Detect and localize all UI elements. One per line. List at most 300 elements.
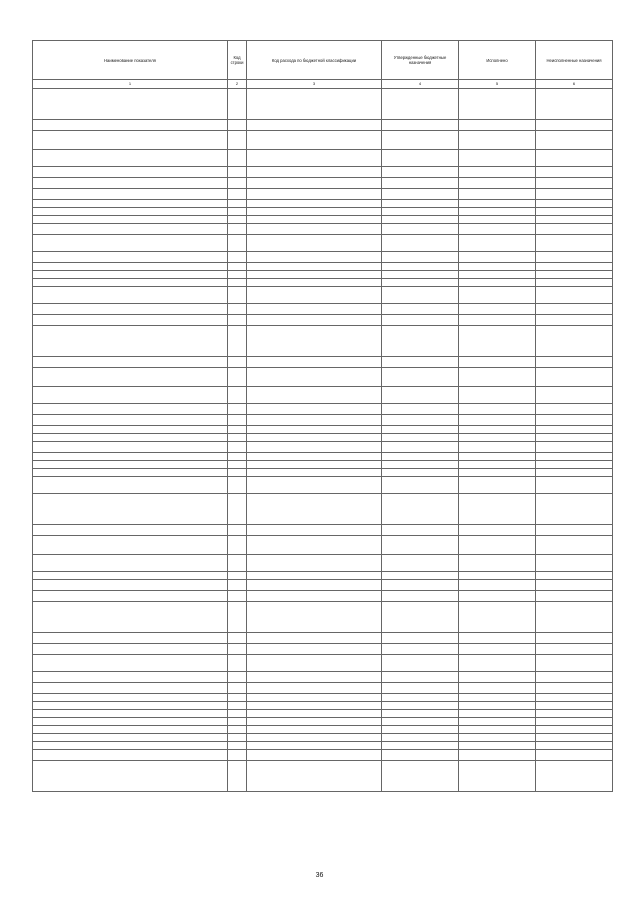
- row-executed-cell: [459, 710, 536, 718]
- row-code-cell: [228, 726, 247, 734]
- header-approved: Утвержденные бюджетные назначения: [382, 41, 459, 80]
- row-executed-cell: [459, 726, 536, 734]
- row-executed-cell: [459, 633, 536, 644]
- row-approved-cell: [382, 702, 459, 710]
- table-header-row: [33, 41, 613, 80]
- row-name-cell: [33, 167, 228, 178]
- row-code-cell: [228, 189, 247, 200]
- row-executed-cell: [459, 120, 536, 131]
- row-unexecuted-cell: [536, 694, 613, 702]
- row-kbk-cell: [247, 494, 382, 525]
- row-executed-cell: [459, 167, 536, 178]
- row-name-cell: [33, 633, 228, 644]
- row-approved-cell: [382, 404, 459, 415]
- row-name-cell: [33, 726, 228, 734]
- row-approved-cell: [382, 734, 459, 742]
- row-name-cell: [33, 442, 228, 453]
- table-row: [33, 304, 613, 315]
- row-unexecuted-cell: [536, 580, 613, 591]
- row-executed-cell: [459, 89, 536, 120]
- row-unexecuted-cell: [536, 326, 613, 357]
- row-name-cell: [33, 536, 228, 555]
- row-approved-cell: [382, 131, 459, 150]
- row-kbk-cell: [247, 742, 382, 750]
- table-row: [33, 434, 613, 442]
- row-approved-cell: [382, 683, 459, 694]
- row-executed-cell: [459, 304, 536, 315]
- table-row: [33, 252, 613, 263]
- row-code-cell: [228, 415, 247, 426]
- row-kbk-cell: [247, 672, 382, 683]
- column-number: 5: [459, 80, 536, 89]
- row-kbk-cell: [247, 235, 382, 252]
- row-approved-cell: [382, 644, 459, 655]
- column-number: 6: [536, 80, 613, 89]
- row-kbk-cell: [247, 602, 382, 633]
- row-executed-cell: [459, 415, 536, 426]
- row-approved-cell: [382, 761, 459, 792]
- table-row: [33, 555, 613, 572]
- row-approved-cell: [382, 216, 459, 224]
- row-approved-cell: [382, 672, 459, 683]
- row-unexecuted-cell: [536, 761, 613, 792]
- row-code-cell: [228, 216, 247, 224]
- row-approved-cell: [382, 263, 459, 271]
- row-executed-cell: [459, 426, 536, 434]
- row-approved-cell: [382, 271, 459, 279]
- row-unexecuted-cell: [536, 224, 613, 235]
- row-approved-cell: [382, 477, 459, 494]
- row-name-cell: [33, 580, 228, 591]
- row-name-cell: [33, 477, 228, 494]
- row-name-cell: [33, 357, 228, 368]
- row-executed-cell: [459, 683, 536, 694]
- row-executed-cell: [459, 461, 536, 469]
- row-name-cell: [33, 326, 228, 357]
- row-name-cell: [33, 279, 228, 287]
- row-unexecuted-cell: [536, 453, 613, 461]
- row-unexecuted-cell: [536, 494, 613, 525]
- row-unexecuted-cell: [536, 644, 613, 655]
- row-kbk-cell: [247, 655, 382, 672]
- row-approved-cell: [382, 368, 459, 387]
- row-unexecuted-cell: [536, 216, 613, 224]
- table-row: [33, 494, 613, 525]
- table-row: [33, 263, 613, 271]
- row-code-cell: [228, 494, 247, 525]
- table-row: [33, 279, 613, 287]
- row-executed-cell: [459, 178, 536, 189]
- row-executed-cell: [459, 208, 536, 216]
- row-code-cell: [228, 672, 247, 683]
- row-kbk-cell: [247, 434, 382, 442]
- row-executed-cell: [459, 572, 536, 580]
- row-name-cell: [33, 655, 228, 672]
- row-unexecuted-cell: [536, 315, 613, 326]
- row-approved-cell: [382, 726, 459, 734]
- row-name-cell: [33, 434, 228, 442]
- row-approved-cell: [382, 387, 459, 404]
- row-kbk-cell: [247, 694, 382, 702]
- table-row: [33, 602, 613, 633]
- row-code-cell: [228, 461, 247, 469]
- row-code-cell: [228, 655, 247, 672]
- row-code-cell: [228, 178, 247, 189]
- row-name-cell: [33, 742, 228, 750]
- row-name-cell: [33, 178, 228, 189]
- row-name-cell: [33, 200, 228, 208]
- row-unexecuted-cell: [536, 434, 613, 442]
- row-executed-cell: [459, 672, 536, 683]
- table-row: [33, 694, 613, 702]
- row-kbk-cell: [247, 252, 382, 263]
- table-row: [33, 178, 613, 189]
- row-code-cell: [228, 271, 247, 279]
- row-unexecuted-cell: [536, 672, 613, 683]
- row-executed-cell: [459, 271, 536, 279]
- row-executed-cell: [459, 702, 536, 710]
- row-unexecuted-cell: [536, 208, 613, 216]
- row-code-cell: [228, 710, 247, 718]
- row-name-cell: [33, 252, 228, 263]
- row-name-cell: [33, 494, 228, 525]
- row-unexecuted-cell: [536, 131, 613, 150]
- row-kbk-cell: [247, 131, 382, 150]
- row-kbk-cell: [247, 167, 382, 178]
- row-unexecuted-cell: [536, 734, 613, 742]
- row-approved-cell: [382, 326, 459, 357]
- row-name-cell: [33, 271, 228, 279]
- row-unexecuted-cell: [536, 536, 613, 555]
- row-approved-cell: [382, 150, 459, 167]
- row-approved-cell: [382, 224, 459, 235]
- row-approved-cell: [382, 442, 459, 453]
- table-row: [33, 750, 613, 761]
- row-name-cell: [33, 525, 228, 536]
- row-code-cell: [228, 263, 247, 271]
- table-row: [33, 761, 613, 792]
- row-kbk-cell: [247, 726, 382, 734]
- row-kbk-cell: [247, 120, 382, 131]
- header-name: Наименование показателя: [33, 41, 228, 80]
- table-row: [33, 271, 613, 279]
- row-code-cell: [228, 304, 247, 315]
- row-name-cell: [33, 572, 228, 580]
- row-code-cell: [228, 131, 247, 150]
- row-executed-cell: [459, 580, 536, 591]
- row-approved-cell: [382, 461, 459, 469]
- table-row: [33, 672, 613, 683]
- row-unexecuted-cell: [536, 120, 613, 131]
- row-executed-cell: [459, 150, 536, 167]
- table-row: [33, 742, 613, 750]
- table-row: [33, 591, 613, 602]
- row-approved-cell: [382, 742, 459, 750]
- row-approved-cell: [382, 287, 459, 304]
- row-approved-cell: [382, 718, 459, 726]
- row-executed-cell: [459, 494, 536, 525]
- table-row: [33, 580, 613, 591]
- row-approved-cell: [382, 572, 459, 580]
- row-name-cell: [33, 287, 228, 304]
- row-kbk-cell: [247, 683, 382, 694]
- table-row: [33, 315, 613, 326]
- row-approved-cell: [382, 710, 459, 718]
- table-row: [33, 633, 613, 644]
- row-unexecuted-cell: [536, 426, 613, 434]
- table-row: [33, 525, 613, 536]
- row-name-cell: [33, 216, 228, 224]
- table-row: [33, 224, 613, 235]
- row-name-cell: [33, 304, 228, 315]
- row-executed-cell: [459, 235, 536, 252]
- table-row: [33, 287, 613, 304]
- row-code-cell: [228, 477, 247, 494]
- row-unexecuted-cell: [536, 525, 613, 536]
- row-approved-cell: [382, 208, 459, 216]
- row-name-cell: [33, 461, 228, 469]
- row-unexecuted-cell: [536, 279, 613, 287]
- row-approved-cell: [382, 602, 459, 633]
- row-executed-cell: [459, 644, 536, 655]
- row-unexecuted-cell: [536, 591, 613, 602]
- row-name-cell: [33, 404, 228, 415]
- row-executed-cell: [459, 287, 536, 304]
- row-executed-cell: [459, 742, 536, 750]
- row-name-cell: [33, 131, 228, 150]
- row-name-cell: [33, 263, 228, 271]
- row-executed-cell: [459, 279, 536, 287]
- row-executed-cell: [459, 434, 536, 442]
- row-kbk-cell: [247, 572, 382, 580]
- row-unexecuted-cell: [536, 415, 613, 426]
- row-executed-cell: [459, 263, 536, 271]
- row-kbk-cell: [247, 555, 382, 572]
- row-executed-cell: [459, 602, 536, 633]
- column-number-row: [33, 80, 613, 89]
- row-kbk-cell: [247, 89, 382, 120]
- row-kbk-cell: [247, 315, 382, 326]
- row-unexecuted-cell: [536, 89, 613, 120]
- row-code-cell: [228, 453, 247, 461]
- row-code-cell: [228, 694, 247, 702]
- row-kbk-cell: [247, 469, 382, 477]
- row-unexecuted-cell: [536, 718, 613, 726]
- row-kbk-cell: [247, 702, 382, 710]
- row-name-cell: [33, 235, 228, 252]
- row-approved-cell: [382, 89, 459, 120]
- row-kbk-cell: [247, 536, 382, 555]
- table-row: [33, 235, 613, 252]
- header-code: Код строки: [228, 41, 247, 80]
- row-code-cell: [228, 734, 247, 742]
- row-kbk-cell: [247, 178, 382, 189]
- row-unexecuted-cell: [536, 357, 613, 368]
- row-code-cell: [228, 536, 247, 555]
- row-code-cell: [228, 235, 247, 252]
- row-kbk-cell: [247, 525, 382, 536]
- row-approved-cell: [382, 453, 459, 461]
- header-unexecuted: Неисполненные назначения: [536, 41, 613, 80]
- row-kbk-cell: [247, 415, 382, 426]
- row-code-cell: [228, 683, 247, 694]
- row-executed-cell: [459, 252, 536, 263]
- row-approved-cell: [382, 525, 459, 536]
- row-unexecuted-cell: [536, 178, 613, 189]
- column-number: 2: [228, 80, 247, 89]
- row-kbk-cell: [247, 591, 382, 602]
- row-unexecuted-cell: [536, 271, 613, 279]
- row-code-cell: [228, 224, 247, 235]
- row-approved-cell: [382, 252, 459, 263]
- row-code-cell: [228, 591, 247, 602]
- row-unexecuted-cell: [536, 200, 613, 208]
- row-code-cell: [228, 644, 247, 655]
- row-unexecuted-cell: [536, 683, 613, 694]
- row-kbk-cell: [247, 580, 382, 591]
- row-code-cell: [228, 702, 247, 710]
- row-kbk-cell: [247, 357, 382, 368]
- table-row: [33, 461, 613, 469]
- table-row: [33, 404, 613, 415]
- table-row: [33, 644, 613, 655]
- row-approved-cell: [382, 591, 459, 602]
- row-code-cell: [228, 602, 247, 633]
- row-name-cell: [33, 683, 228, 694]
- row-approved-cell: [382, 694, 459, 702]
- table-row: [33, 536, 613, 555]
- row-unexecuted-cell: [536, 655, 613, 672]
- row-code-cell: [228, 387, 247, 404]
- row-unexecuted-cell: [536, 555, 613, 572]
- row-name-cell: [33, 555, 228, 572]
- row-code-cell: [228, 287, 247, 304]
- row-kbk-cell: [247, 189, 382, 200]
- row-code-cell: [228, 208, 247, 216]
- row-unexecuted-cell: [536, 387, 613, 404]
- budget-report-page: [32, 40, 610, 792]
- row-unexecuted-cell: [536, 263, 613, 271]
- row-name-cell: [33, 761, 228, 792]
- row-approved-cell: [382, 426, 459, 434]
- row-approved-cell: [382, 536, 459, 555]
- table-row: [33, 200, 613, 208]
- row-approved-cell: [382, 315, 459, 326]
- table-row: [33, 387, 613, 404]
- row-kbk-cell: [247, 461, 382, 469]
- row-unexecuted-cell: [536, 633, 613, 644]
- row-code-cell: [228, 167, 247, 178]
- row-code-cell: [228, 252, 247, 263]
- column-number: 3: [247, 80, 382, 89]
- row-name-cell: [33, 150, 228, 167]
- table-row: [33, 368, 613, 387]
- row-kbk-cell: [247, 633, 382, 644]
- row-executed-cell: [459, 368, 536, 387]
- row-executed-cell: [459, 734, 536, 742]
- row-code-cell: [228, 426, 247, 434]
- row-code-cell: [228, 200, 247, 208]
- header-kbk: Код расхода по бюджетной классификации: [247, 41, 382, 80]
- row-name-cell: [33, 426, 228, 434]
- row-unexecuted-cell: [536, 252, 613, 263]
- row-name-cell: [33, 750, 228, 761]
- row-unexecuted-cell: [536, 710, 613, 718]
- row-unexecuted-cell: [536, 189, 613, 200]
- row-unexecuted-cell: [536, 702, 613, 710]
- row-name-cell: [33, 718, 228, 726]
- row-kbk-cell: [247, 208, 382, 216]
- row-executed-cell: [459, 536, 536, 555]
- row-unexecuted-cell: [536, 477, 613, 494]
- row-code-cell: [228, 469, 247, 477]
- row-unexecuted-cell: [536, 461, 613, 469]
- row-kbk-cell: [247, 644, 382, 655]
- row-executed-cell: [459, 189, 536, 200]
- table-row: [33, 726, 613, 734]
- row-unexecuted-cell: [536, 442, 613, 453]
- row-unexecuted-cell: [536, 572, 613, 580]
- table-row: [33, 415, 613, 426]
- table-row: [33, 702, 613, 710]
- row-name-cell: [33, 368, 228, 387]
- row-executed-cell: [459, 357, 536, 368]
- row-executed-cell: [459, 655, 536, 672]
- row-code-cell: [228, 89, 247, 120]
- row-approved-cell: [382, 555, 459, 572]
- row-name-cell: [33, 89, 228, 120]
- row-kbk-cell: [247, 368, 382, 387]
- row-executed-cell: [459, 694, 536, 702]
- row-name-cell: [33, 224, 228, 235]
- row-unexecuted-cell: [536, 742, 613, 750]
- row-code-cell: [228, 315, 247, 326]
- row-code-cell: [228, 633, 247, 644]
- row-kbk-cell: [247, 761, 382, 792]
- table-row: [33, 208, 613, 216]
- table-row: [33, 131, 613, 150]
- row-approved-cell: [382, 580, 459, 591]
- row-approved-cell: [382, 167, 459, 178]
- row-approved-cell: [382, 750, 459, 761]
- table-row: [33, 442, 613, 453]
- header-executed: Исполнено: [459, 41, 536, 80]
- table-row: [33, 718, 613, 726]
- row-kbk-cell: [247, 150, 382, 167]
- row-code-cell: [228, 368, 247, 387]
- page-number: 36: [315, 872, 324, 879]
- row-name-cell: [33, 694, 228, 702]
- table-row: [33, 426, 613, 434]
- row-approved-cell: [382, 120, 459, 131]
- row-code-cell: [228, 357, 247, 368]
- row-code-cell: [228, 761, 247, 792]
- row-kbk-cell: [247, 734, 382, 742]
- row-code-cell: [228, 750, 247, 761]
- row-approved-cell: [382, 434, 459, 442]
- row-unexecuted-cell: [536, 404, 613, 415]
- row-kbk-cell: [247, 287, 382, 304]
- row-executed-cell: [459, 453, 536, 461]
- row-kbk-cell: [247, 216, 382, 224]
- row-name-cell: [33, 469, 228, 477]
- row-name-cell: [33, 189, 228, 200]
- table-row: [33, 683, 613, 694]
- row-executed-cell: [459, 404, 536, 415]
- table-body: [33, 89, 613, 792]
- table-row: [33, 89, 613, 120]
- table-row: [33, 734, 613, 742]
